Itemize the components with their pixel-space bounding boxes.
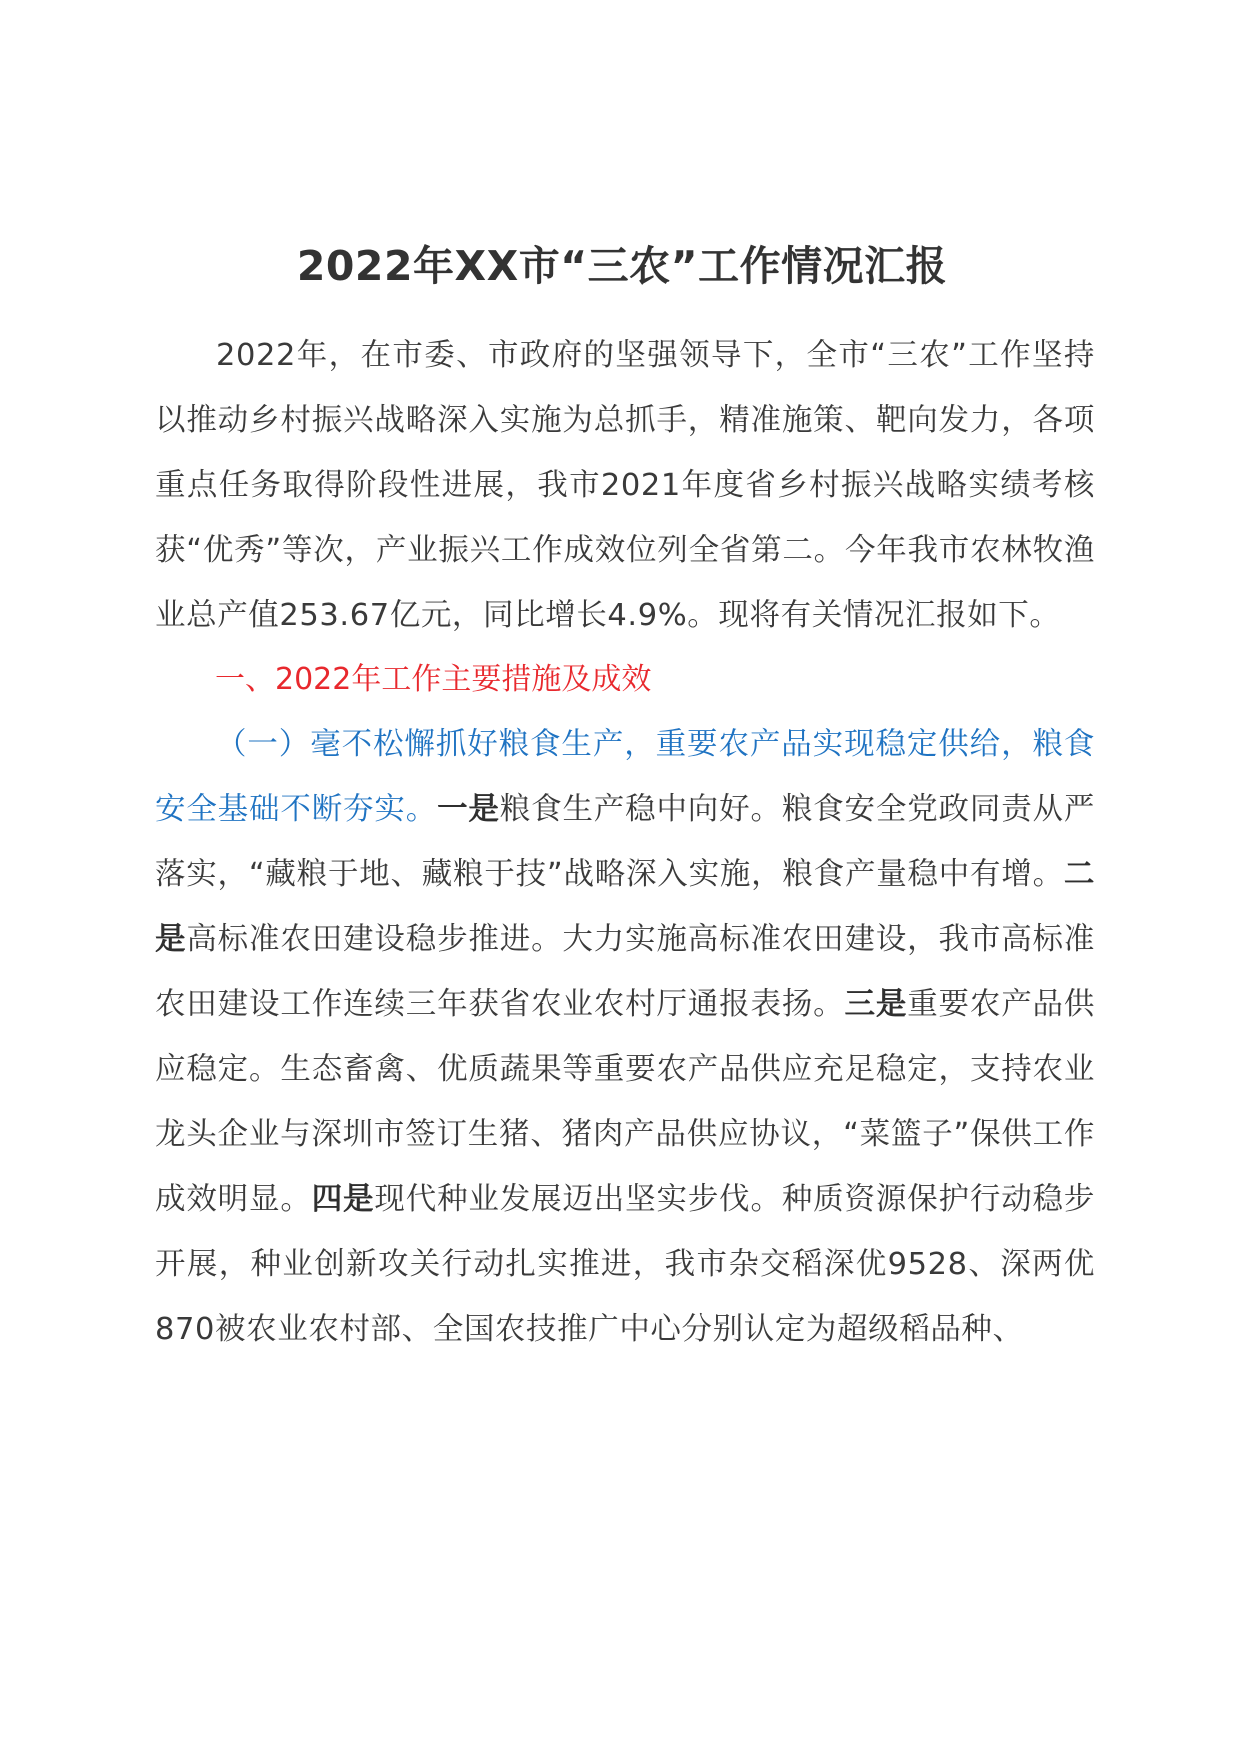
intro-paragraph: 2022年，在市委、市政府的坚强领导下，全市“三农”工作坚持以推动乡村振兴战略深入实施为总抓手，精准施策、靶向发力，各项重点任务取得阶段性进展，我市2021年度省乡村振兴战略实绩考核获“优秀”等次，产业振兴工作成效位列全省第二。今年我市农林牧渔业总产值253.67亿元，同比增长4.9%。现将有关情况汇报如下。: [155, 338, 1095, 633]
subsection-paragraph: [155, 712, 1095, 1362]
item-lead: 四是: [311, 1182, 375, 1217]
subsection-heading: （一）毫不松懈抓好粮食生产，重要农产品实现稳定供给，粮食安全基础不断夯实。: [155, 727, 1095, 827]
item-lead: 三是: [844, 987, 908, 1022]
item-text: 现代种业发展迈出坚实步伐。种质资源保护行动稳步开展，种业创新攻关行动扎实推进，我市杂交稻深优9528、深两优870被农业农村部、全国农技推广中心分别认定为超级稻品种、: [155, 1182, 1096, 1347]
item-text: 重要农产品供应稳定。生态畜禽、优质蔬果等重要农产品供应充足稳定，支持农业龙头企业与深圳市签订生猪、猪肉产品供应协议，“菜篮子”保供工作成效明显。: [155, 987, 1095, 1217]
section-heading: 一、2022年工作主要措施及成效: [215, 662, 652, 697]
document-title: 2022年XX市“三农”工作情况汇报: [296, 242, 948, 290]
item-lead: 一是: [437, 792, 500, 827]
document-page: [155, 236, 1095, 1362]
item-text: 高标准农田建设稳步推进。大力实施高标准农田建设，我市高标准农田建设工作连续三年获省农业农村厅通报表扬。: [155, 922, 1095, 1022]
item-lead: 二是: [155, 857, 1095, 957]
item-text: 粮食生产稳中向好。粮食安全党政同责从严落实，“藏粮于地、藏粮于技”战略深入实施，粮食产量稳中有增。: [155, 792, 1095, 892]
